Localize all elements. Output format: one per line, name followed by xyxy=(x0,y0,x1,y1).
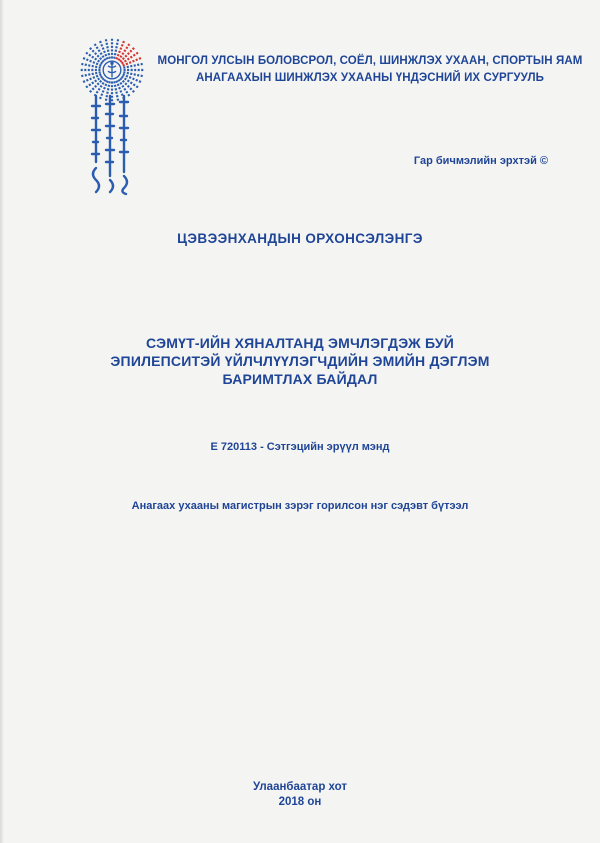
ministry-header xyxy=(155,53,585,87)
mongolian-script-wordmark-icon xyxy=(86,92,138,196)
ministry-name: МОНГОЛ УЛСЫН БОЛОВСРОЛ, СОЁЛ, ШИНЖЛЭХ УХААН, СПОРТЫН ЯАМ xyxy=(157,55,583,67)
year: 2018 он xyxy=(278,796,322,808)
emblem-ray xyxy=(120,48,134,62)
degree-statement: Анагаах ухааны магистрын зэрэг горилсон нэг сэдэвт бүтээл xyxy=(131,500,469,512)
place-and-year xyxy=(0,780,600,810)
university-name: АНАГААХЫН ШИНЖЛЭХ УХААНЫ ҮНДЭСНИЙ ИХ СУРГУУЛЬ xyxy=(195,72,545,84)
emblem-ray xyxy=(120,78,134,92)
emblem-ray xyxy=(90,48,104,62)
thesis-title-line-1: СЭМҮТ-ИЙН ХЯНАЛТАНД ЭМЧЛЭГДЭЖ БУЙ xyxy=(145,335,455,351)
thesis-title xyxy=(0,334,600,388)
thesis-title-line-2: ЭПИЛЕПСИТЭЙ ҮЙЛЧЛҮҮЛЭГЧДИЙН ЭМИЙН ДЭГЛЭМ xyxy=(110,353,490,369)
city: Улаанбаатар хот xyxy=(252,781,348,793)
author-name: ЦЭВЭЭНХАНДЫН ОРХОНСЭЛЭНГЭ xyxy=(177,231,423,246)
emblem-ray xyxy=(90,78,104,92)
copyright-notice: Гар бичмэлийн эрхтэй © xyxy=(413,155,548,167)
page-edge-shadow xyxy=(0,0,4,843)
specialty-code: Е 720113 - Сэтгэцийн эрүүл мэнд xyxy=(210,441,390,453)
thesis-title-line-3: БАРИМТЛАХ БАЙДАЛ xyxy=(222,371,378,387)
